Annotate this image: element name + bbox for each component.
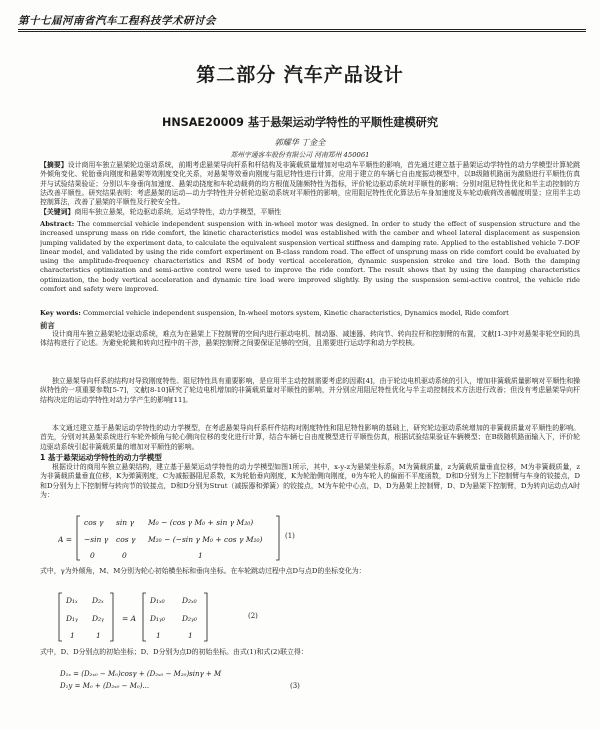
abstract-cn-text: 设计商用车独立悬架轮边驱动系统，前期考虑悬架导向杆系和杆结构及非簧载质量增加对电动车平顺性的影响，首先通过建立基于悬架运动学特性的动力学模型计算轮跳外倾角变化、轮胎垂向刚度和悬架等效刚度变化关系，对悬架等效垂向刚度与阻尼特性进行计算，应用于建立的车辆七自由度振动模型中，以B级随机路面为激励进行平顺性仿真并与试验结果验证；分别以车身垂向加速度、悬架动挠度和车轮动载荷的均方根值及随频特性为指标，评价轮边驱动系统对平顺性的影响；分别对阻尼特性优化和半主动控制的方法改善平顺性。研究结果表明：考虑悬架的运动—动力学特性并分析轮边驱动系统对平顺性的影响，应用阻尼特性优化算法后车身加速度及车轮动载荷改善幅度明显；应用半主动控制算法，改善了悬架的平顺性及行驶安全性。 [40,161,580,206]
abstract-cn [40,161,580,206]
abstract-cn-label: 【摘要】 [40,161,68,169]
paper-title: HNSAE20009 基于悬架运动学特性的平顺性建模研究 [161,116,439,129]
svg-text:1: 1 [96,631,101,640]
preface-heading: 前言 [40,321,55,330]
svg-text:−sin γ: −sin γ [84,535,109,544]
svg-text:M₀ − (cos γ M₀ + sin γ M₂₀): M₀ − (cos γ M₀ + sin γ M₂₀) [148,518,254,527]
svg-text:D₁ₓ: D₁ₓ [66,596,78,605]
keywords-cn-label: 【关键词】 [40,208,75,216]
svg-text:D₁ᵧ₀: D₁ᵧ₀ [150,614,165,623]
keywords-en [40,309,580,319]
svg-text:D₁ᵧ: D₁ᵧ [66,614,78,623]
keywords-en-label: Key words: [40,309,81,317]
svg-text:= A: = A [122,614,137,623]
svg-text:D₂ₓ₀: D₂ₓ₀ [182,596,197,605]
section-1-paragraph: 根据设计的商用车独立悬架结构，建立基于悬架运动学特性的动力学模型如图1所示，其中，x-y-z为悬架坐标系，M为簧载质量，z为簧载质量垂直位移，M为非簧载质量，z为非簧载质量垂直位移，K为弹簧刚度，C为减振器阻尼系数，K为轮胎垂向刚度，K为轮胎侧向刚度，θ为车轮人的偏面不平度函数，D和D分别为上下控制臂与车身的铰接点，D和D分别为上下控制臂与转向节的铰接点，D和D分别为Strut（减振器和弹簧）的铰接点，M为车轮中心点，D、D为悬架上控制臂，D、D为悬架下控制臂，D为转向运动点A时为： [40,463,580,499]
svg-text:cos γ: cos γ [84,518,104,527]
svg-text:D₁ₓ₀: D₁ₓ₀ [150,596,165,605]
paper-authors: 郭耀华 丁金全 [274,138,326,147]
svg-text:1: 1 [188,631,193,640]
svg-text:1: 1 [70,631,75,640]
abstract-en-text: The commercial vehicle independent suspension with in-wheel motor was designed. In order to study the effect of suspension structure and the increased unsprung mass on ride comfort, the kinetic characteristics model was established with the camber and wheel lateral displacement as suspension jumping validated by the experiment data, to calculate the equivalent suspension vertical stiffness and damping rate. Applied to the established vehicle 7-DOF linear model, and validated by using the ride comfort experiment on B-class random road. The effect of unsprung mass on ride comfort could be evaluated by using the amplitude-frequency characteristics and RSM of body vertical acceleration, dynamic suspension stroke and tire load. Both the damping characteristics optimization and semi-active control were used to improve the ride comfort. The result shows that by using the damping characteristics optimization, the body vertical acceleration and dynamic tire load were improved slightly. By using the suspension semi-active control, the vehicle ride comfort and safety were improved. [40,220,580,294]
equation-1-number: (1) [285,532,295,540]
svg-text:D₂ₓ: D₂ₓ [92,596,104,605]
equation-2-number: (2) [248,612,258,620]
header-rule-thin [18,31,586,32]
equation-1-matrix [58,512,298,564]
svg-text:1: 1 [156,631,161,640]
preface-paragraph-2: 独立悬架导向杆系的结构对导致刚度特性、阻尼特性具有重要影响，是应用半主动控制需要考虑的因素[4]，由于轮边电机驱动系统的引入，增加非簧载质量影响对平顺性和操纵特性的一项重要参数[5-7]，文献[8-10]研究了轮边电机增加的非簧载质量对平顺性的影响，并分别应用阻尼特性优化与半主动控制技术方法进行改善；但没有考虑悬架导向杆结构决定的运动学特性对动力学产生的影响[11]。 [40,377,580,404]
running-header: 第十七届河南省汽车工程科技学术研讨会 [18,15,216,27]
svg-text:cos γ: cos γ [116,535,136,544]
equation-2-matrix [58,589,258,645]
abstract-en-label: Abstract: [40,220,75,228]
keywords-cn-text: 商用车独立悬架，轮边驱动系统，运动学特性，动力学模型，平顺性 [74,208,282,216]
abstract-en [40,220,580,308]
svg-text:A =: A = [58,535,73,544]
equation-2-explanation: 式中，D、D分别点的初始坐标；D、D分别为点D的初始坐标。由式(1)和式(2)联立得： [40,648,308,656]
equation-3-number: (3) [290,682,300,690]
preface-paragraph-3: 本文通过建立基于悬架运动学特性的动力学模型，在考虑悬架导向杆系杆件结构对刚度特性和阻尼特性影响的基础上，研究轮边驱动系统增加的非簧载质量对平顺性的影响。首先，分别对其悬架系统进行车轮外倾角与轮心侧向位移的变化进行计算，结合车辆七自由度模型进行平顺性仿真，根据试验结果验证车辆模型；在B级随机路面输入下，评价轮边驱动系统引起非簧载质量的增加对平顺性的影响。 [40,424,580,450]
svg-text:1: 1 [198,551,203,560]
paper-affiliation: 郑州宇通客车股份有限公司 河南郑州 450061 [230,151,370,159]
keywords-cn [40,208,580,218]
keywords-en-text: Commercial vehicle independent suspension, In-wheel motors system, Kinetic characteristics, Dynamics model, Ride comfort [82,309,509,317]
header-rule [18,29,586,30]
equation-3-line-1: D₁ₓ = (D₂ₓ₀ − M₀)cosγ + (D₂ₓ₀ − M₂₀)sinγ + M [60,670,222,678]
svg-text:M₂₀ − (−sin γ M₀ + cos γ M₂₀): M₂₀ − (−sin γ M₀ + cos γ M₂₀) [148,535,263,544]
svg-text:D₂ᵧ: D₂ᵧ [92,614,104,623]
section-1-heading: 1 基于悬架运动学特性的动力学模型 [40,453,162,462]
svg-text:sin γ: sin γ [116,518,134,527]
equation-1-explanation: 式中，γ为外倾角，M、M分别为轮心初始横坐标和垂向坐标。在车轮跳动过程中点D与点D的坐标变化为： [40,567,366,575]
svg-text:D₂ᵧ₀: D₂ᵧ₀ [182,614,197,623]
svg-text:0: 0 [90,551,95,560]
preface-paragraph-1: 设计商用车独立悬架轮边驱动系统，难点为在悬架上下控制臂的空间内进行驱动电机、制动器、减速器、转向节、转向拉杆和控制臂的布置，文献[1-3]中对悬架非轮空间的具体结构进行了论述。为避免轮跳和转向过程中的干涉，悬架控制臂之间要保证足够的空间，且需要进行运动学和动力学校核。 [40,330,580,348]
svg-text:0: 0 [122,551,127,560]
equation-3-line-2: D₁y = M₀ + (D₂ₓ₀ − M₀)... [60,682,150,690]
part-title: 第二部分 汽车产品设计 [196,64,404,86]
